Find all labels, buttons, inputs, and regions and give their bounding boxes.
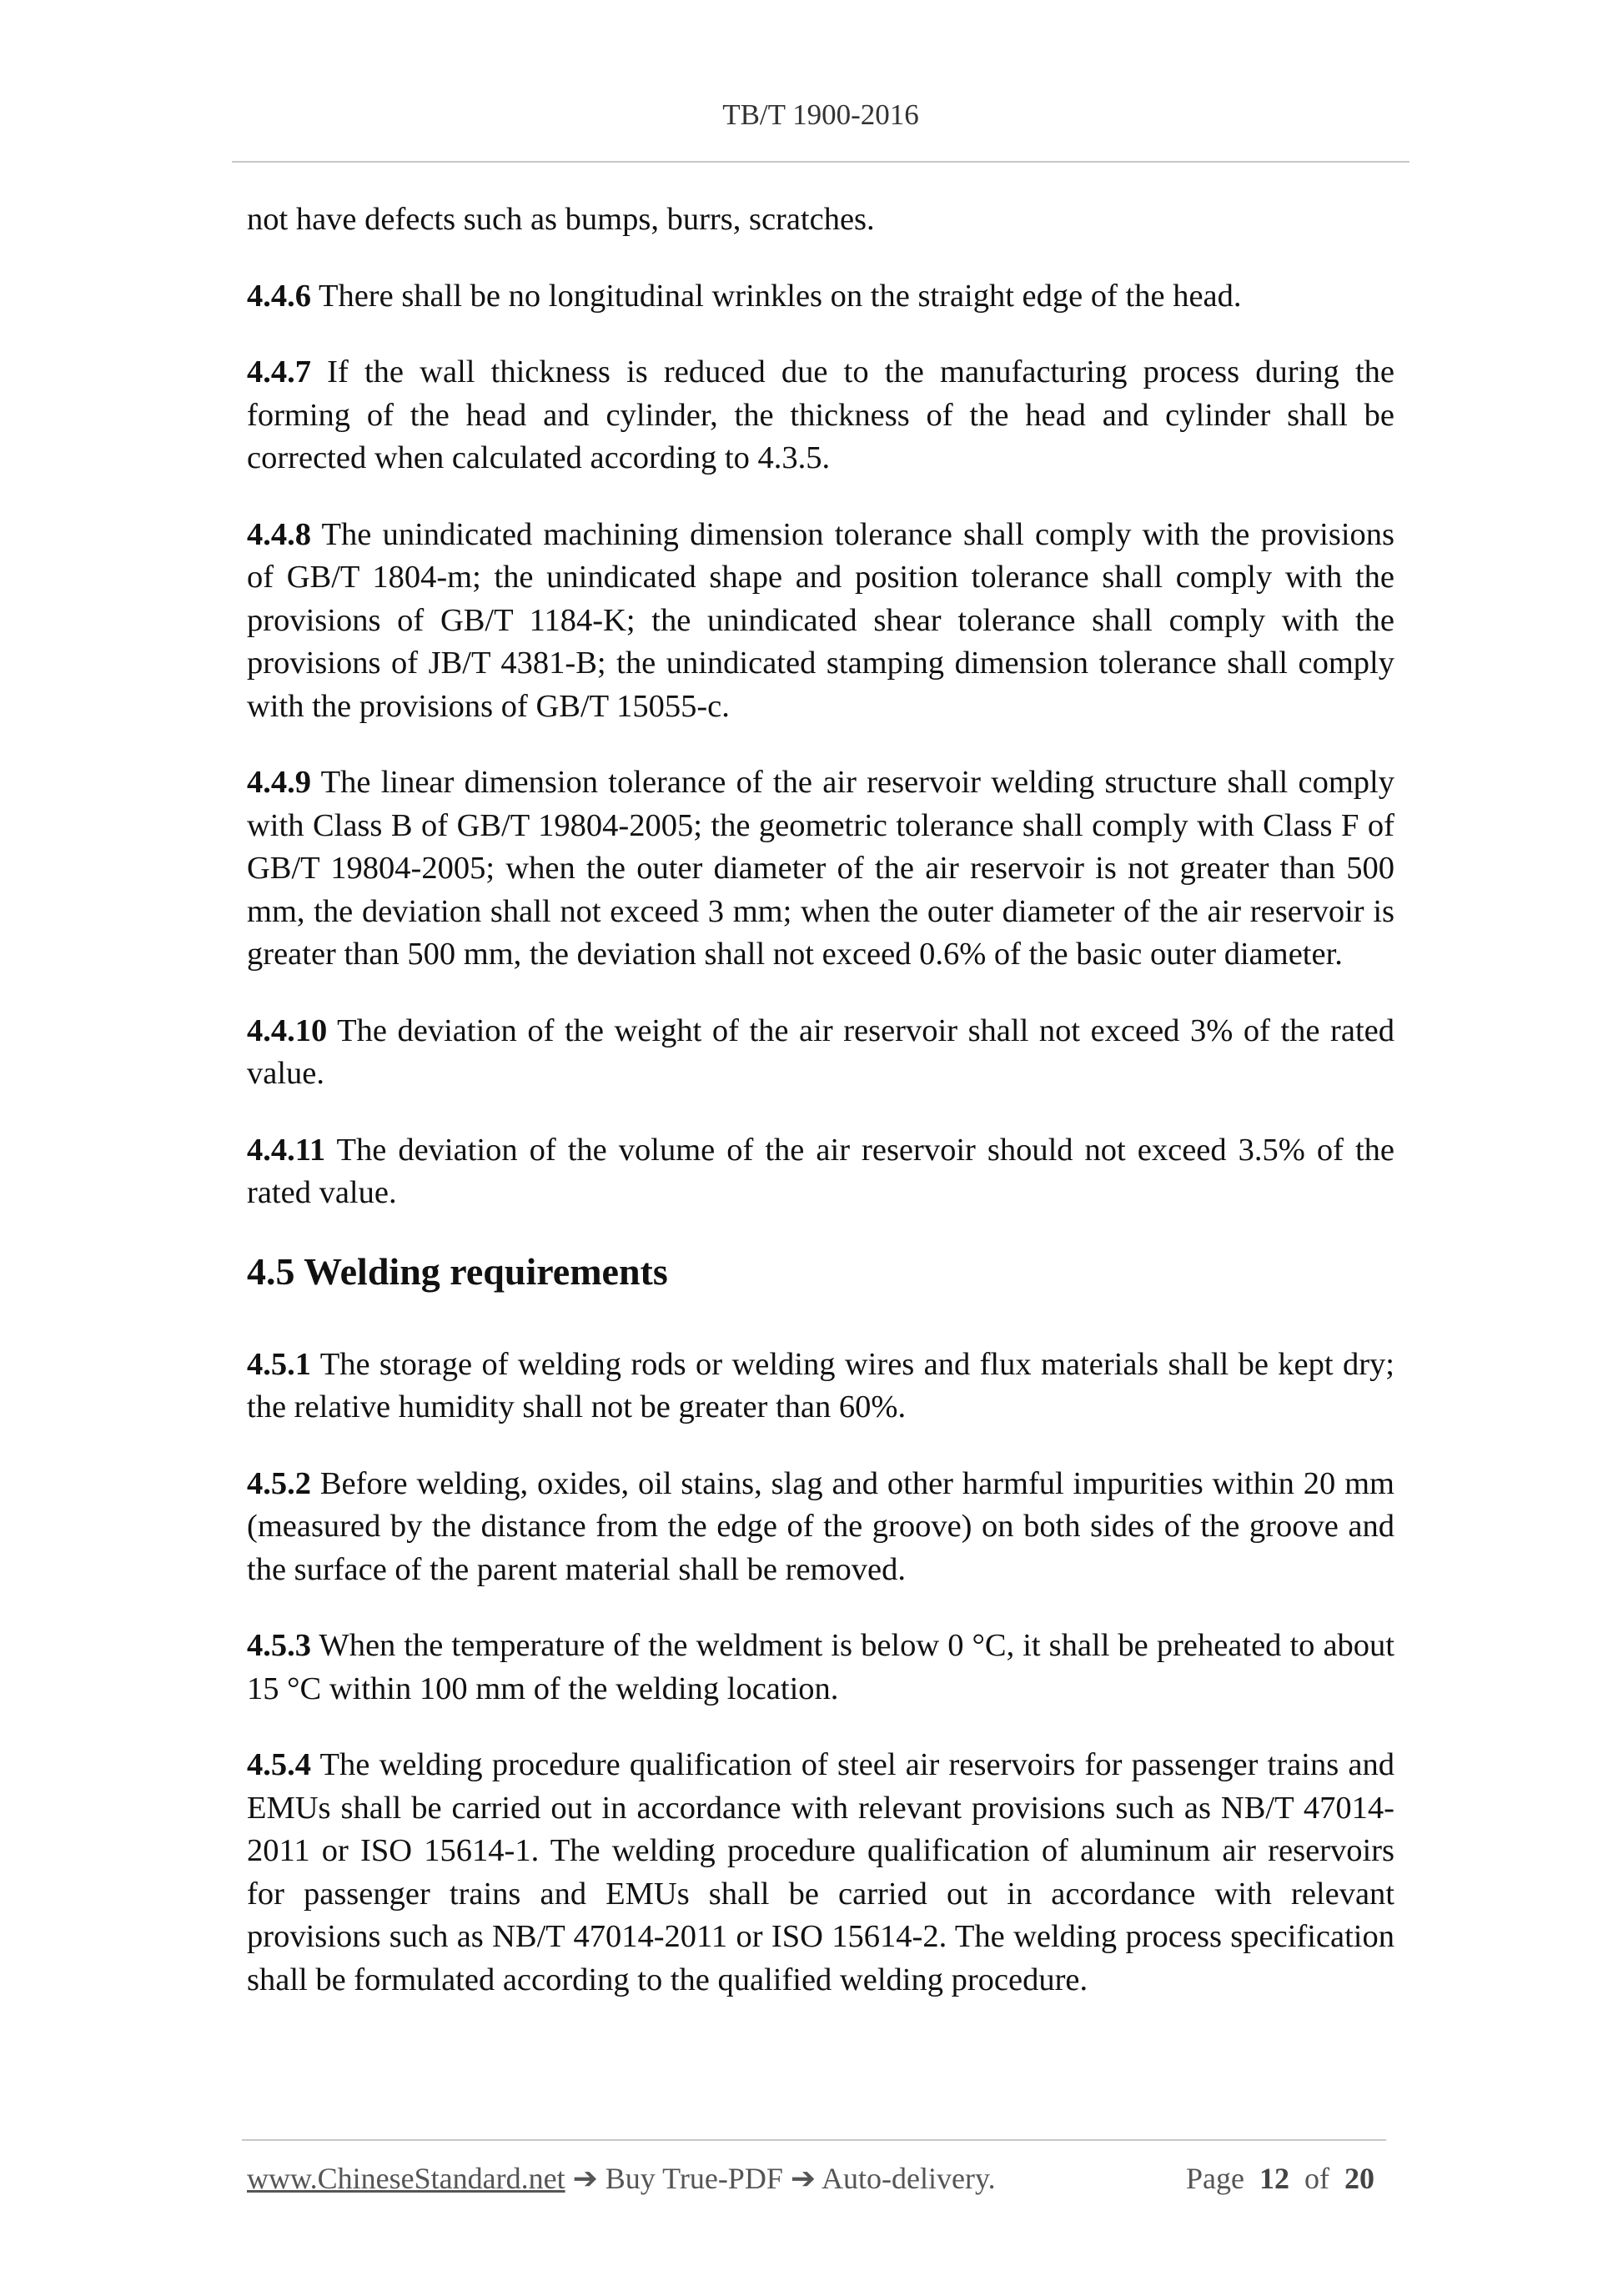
- clause-number: 4.4.7: [247, 354, 311, 389]
- clause-number: 4.5.3: [247, 1628, 311, 1663]
- clause-4-4-8: [247, 514, 1394, 729]
- total-page-number: 20: [1344, 2162, 1374, 2195]
- clause-number: 4.5.1: [247, 1346, 311, 1382]
- clause-4-4-11: [247, 1129, 1394, 1215]
- clause-4-4-7: [247, 351, 1394, 480]
- clause-number: 4.4.11: [247, 1132, 326, 1168]
- clause-text: If the wall thickness is reduced due to the manufacturing process during the forming of the head and cylinder, the thickness of the head and cylinder shall be corrected when calculated according to 4.3.5.: [247, 354, 1395, 475]
- clause-number: 4.4.9: [247, 765, 311, 800]
- clause-number: 4.5.4: [247, 1747, 311, 1782]
- header-divider: [232, 161, 1409, 163]
- document-body: [247, 198, 1394, 2035]
- clause-text: There shall be no longitudinal wrinkles on the straight edge of the head.: [318, 278, 1242, 314]
- clause-text: When the temperature of the weldment is below 0 °C, it shall be preheated to about 15 °C within 100 mm of the welding location.: [247, 1628, 1395, 1706]
- clause-4-4-10: [247, 1010, 1394, 1096]
- document-header: TB/T 1900-2016: [722, 98, 919, 131]
- footer-promo: [247, 2158, 996, 2198]
- auto-delivery-text: Auto-delivery.: [822, 2162, 996, 2195]
- section-heading-4-5: 4.5 Welding requirements: [247, 1249, 668, 1293]
- clause-text: The deviation of the weight of the air reservoir shall not exceed 3% of the rated value.: [247, 1012, 1394, 1091]
- arrow-right-icon: ➔: [790, 2162, 817, 2195]
- continuation-paragraph: not have defects such as bumps, burrs, scratches.: [247, 202, 875, 237]
- page-label: Page: [1186, 2162, 1244, 2195]
- website-link[interactable]: www.ChineseStandard.net: [247, 2162, 565, 2195]
- buy-true-pdf-text: Buy True-PDF: [605, 2162, 783, 2195]
- clause-4-4-6: [247, 275, 1394, 319]
- clause-text: The storage of welding rods or welding wires and flux materials shall be kept dry; the relative humidity shall not be greater than 60%.: [247, 1346, 1394, 1424]
- clause-4-5-4: [247, 1744, 1394, 2002]
- footer-divider: [242, 2139, 1386, 2141]
- clause-4-5-3: [247, 1625, 1394, 1711]
- clause-text: The linear dimension tolerance of the air reservoir welding structure shall comply with Class B of GB/T 19804-2005; the geometric tolerance shall comply with Class F of GB/T 19804-2005; when the outer diameter of the air reservoir is not greater than 500 mm, the deviation shall not exceed 3 mm; when the outer diameter of the air reservoir is greater than 500 mm, the deviation shall not exceed 0.6% of the basic outer diameter.: [247, 765, 1394, 972]
- arrow-right-icon: ➔: [572, 2162, 598, 2195]
- page-number: [1186, 2158, 1374, 2198]
- clause-4-4-9: [247, 761, 1394, 977]
- clause-number: 4.5.2: [247, 1465, 311, 1501]
- clause-text: Before welding, oxides, oil stains, slag and other harmful impurities within 20 mm (measured by the distance from the edge of the groove) on both sides of the groove and the surface of the parent material shall be removed.: [247, 1465, 1395, 1587]
- clause-text: The unindicated machining dimension tolerance shall comply with the provisions of GB/T 1804-m; the unindicated shape and position tolerance shall comply with the provisions of GB/T 1184-K; the unindicated shear tolerance shall comply with the provisions of JB/T 4381-B; the unindicated stamping dimension tolerance shall comply with the provisions of GB/T 15055-c.: [247, 516, 1395, 724]
- clause-4-5-1: [247, 1344, 1394, 1429]
- clause-text: The deviation of the volume of the air reservoir should not exceed 3.5% of the rated value.: [247, 1132, 1394, 1210]
- page-of-label: of: [1304, 2162, 1329, 2195]
- current-page-number: 12: [1259, 2162, 1289, 2195]
- clause-number: 4.4.6: [247, 278, 311, 314]
- clause-number: 4.4.8: [247, 516, 311, 552]
- clause-text: The welding procedure qualification of steel air reservoirs for passenger trains and EMUs shall be carried out in accordance with relevant provisions such as NB/T 47014-2011 or ISO 15614-1. The welding procedure qualification of aluminum air reservoirs for passenger trains and EMUs shall be carried out in accordance with relevant provisions such as NB/T 47014-2011 or ISO 15614-2. The welding process specification shall be formulated according to the qualified welding procedure.: [247, 1747, 1394, 1997]
- clause-number: 4.4.10: [247, 1012, 328, 1048]
- clause-4-5-2: [247, 1463, 1394, 1592]
